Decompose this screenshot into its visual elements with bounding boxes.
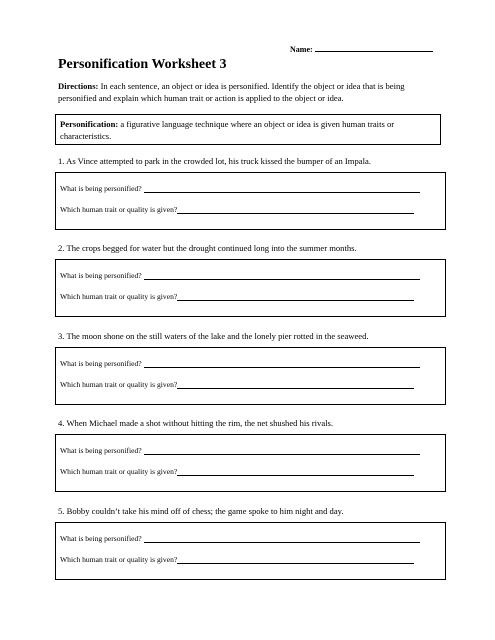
answer-which-1[interactable]: [60, 205, 414, 214]
answer-box-3: [55, 347, 446, 405]
answer-what-5[interactable]: [60, 534, 420, 543]
answer-which-2[interactable]: [60, 292, 414, 301]
question-4: 4. When Michael made a shot without hitting the rim, the net shushed his rivals.: [58, 418, 334, 428]
blank-line[interactable]: [144, 534, 420, 543]
prompt-which: Which human trait or quality is given?: [60, 467, 178, 476]
definition-text: a figurative language technique where an object or idea is given human traits or characteristics.: [60, 119, 395, 141]
question-1: 1. As Vince attempted to park in the crowded lot, his truck kissed the bumper of an Impala.: [58, 156, 371, 166]
question-3: 3. The moon shone on the still waters of the lake and the lonely pier rotted in the seaweed.: [58, 331, 369, 341]
blank-line[interactable]: [144, 184, 420, 193]
answer-which-3[interactable]: [60, 380, 414, 389]
answer-what-4[interactable]: [60, 446, 420, 455]
directions: [58, 80, 442, 104]
page-title: Personification Worksheet 3: [58, 57, 227, 72]
definition-label: Personification:: [60, 119, 119, 129]
prompt-what: What is being personified?: [60, 184, 142, 193]
answer-box-2: [55, 259, 446, 317]
prompt-what: What is being personified?: [60, 446, 142, 455]
prompt-which: Which human trait or quality is given?: [60, 555, 178, 564]
prompt-what: What is being personified?: [60, 359, 142, 368]
answer-what-3[interactable]: [60, 359, 420, 368]
prompt-which: Which human trait or quality is given?: [60, 380, 178, 389]
question-5: 5. Bobby couldn’t take his mind off of chess; the game spoke to him night and day.: [58, 506, 344, 516]
prompt-which: Which human trait or quality is given?: [60, 292, 178, 301]
blank-line[interactable]: [144, 271, 420, 280]
name-label: Name:: [290, 45, 313, 54]
answer-box-4: [55, 434, 446, 492]
answer-what-1[interactable]: [60, 184, 420, 193]
prompt-what: What is being personified?: [60, 534, 142, 543]
name-blank-line[interactable]: [315, 44, 433, 52]
question-2: 2. The crops begged for water but the drought continued long into the summer months.: [58, 243, 357, 253]
blank-line[interactable]: [177, 467, 414, 476]
blank-line[interactable]: [177, 555, 414, 564]
blank-line[interactable]: [144, 359, 420, 368]
blank-line[interactable]: [177, 205, 414, 214]
answer-which-5[interactable]: [60, 555, 414, 564]
answer-box-1: [55, 172, 446, 230]
blank-line[interactable]: [144, 446, 420, 455]
answer-box-5: [55, 522, 446, 580]
blank-line[interactable]: [177, 380, 414, 389]
prompt-what: What is being personified?: [60, 271, 142, 280]
blank-line[interactable]: [177, 292, 414, 301]
definition-box: [55, 114, 441, 145]
prompt-which: Which human trait or quality is given?: [60, 205, 178, 214]
name-field[interactable]: [290, 44, 433, 54]
answer-which-4[interactable]: [60, 467, 414, 476]
directions-label: Directions:: [58, 81, 99, 91]
answer-what-2[interactable]: [60, 271, 420, 280]
directions-text: In each sentence, an object or idea is personified. Identify the object or idea that is being personified and explain which human trait or action is applied to the object or idea.: [58, 81, 405, 103]
